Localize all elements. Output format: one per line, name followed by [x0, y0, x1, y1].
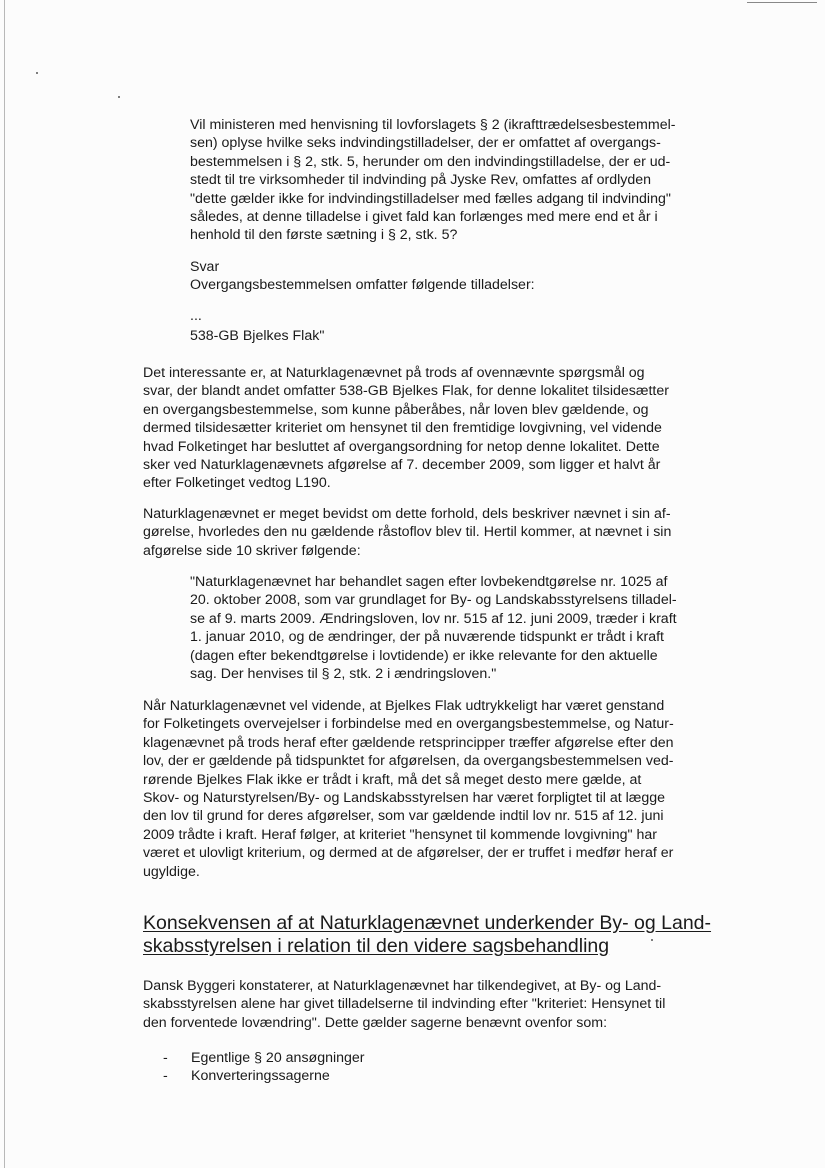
text-line: gørelse, hvorledes den nu gældende råstoflov blev til. Hertil kommer, at nævnet i sin [143, 524, 672, 541]
section-heading [143, 912, 733, 958]
question-quote [190, 116, 730, 245]
text-line: sen) oplyse hvilke seks indvindingstilladelser, der er omfattet af overgangs- [190, 135, 661, 152]
text-line: Dansk Byggeri konstaterer, at Naturklagenævnet har tilkendegivet, at By- og Land- [143, 978, 662, 994]
license-item: 538-GB Bjelkes Flak" [190, 328, 325, 344]
text-line: lov, der er gældende på tidspunktet for afgørelsen, da overgangsbestemmelsen ved- [143, 753, 674, 770]
heading-line: Konsekvensen af at Naturklagenævnet underkender By- og Land- [143, 912, 712, 934]
paragraph-1 [143, 364, 733, 493]
text-line: afgørelse side 10 skriver følgende: [143, 542, 361, 559]
list-item [163, 1049, 723, 1067]
answer-text: Overgangsbestemmelsen omfatter følgende tilladelser: [190, 277, 535, 294]
text-line: Naturklagenævnet er meget bevidst om dette forhold, dels beskriver nævnet i sin af- [143, 506, 671, 522]
text-line: 2009 trådte i kraft. Heraf følger, at kriteriet "hensynet til kommende lovgivning" har [143, 826, 657, 843]
text-line: sag. Der henvises til § 2, stk. 2 i ændringsloven." [190, 666, 497, 683]
text-line: henhold til den første sætning i § 2, stk. 5? [190, 227, 458, 244]
paragraph-4 [143, 977, 733, 1032]
text-line: således, at denne tilladelse i givet fald kan forlænges med mere end et år i [190, 209, 658, 226]
text-line: for Folketingets overvejelser i forbindelse med en overgangsbestemmelse, og Natur- [143, 716, 674, 733]
text-line: "Naturklagenævnet har behandlet sagen efter lovbekendtgørelse nr. 1025 af [190, 574, 668, 590]
answer-block [190, 258, 730, 295]
text-line: klagenævnet på trods heraf efter gældende retsprincipper træffer afgørelse efter den [143, 734, 674, 751]
decision-quote [190, 573, 730, 683]
text-line: Det interessante er, at Naturklagenævnet på trods af ovennævnte spørgsmål og [143, 365, 645, 381]
ellipsis-block [190, 308, 730, 345]
text-line: dermed tilsidesætter kriteriet om hensynet til den fremtidige lovgivning, vel vidende [143, 420, 662, 437]
paragraph-2 [143, 505, 733, 560]
text-line: hvad Folketinget har besluttet af overgangsordning for netop denne lokalitet. Dette [143, 438, 660, 455]
scan-speck [36, 72, 38, 74]
text-line: (dagen efter bekendtgørelse i lovtidende) er ikke relevante for den aktuelle [190, 647, 658, 664]
answer-label: Svar [190, 259, 220, 275]
scan-speck [118, 96, 120, 98]
scan-top-line [747, 2, 817, 3]
text-line: rørende Bjelkes Flak ikke er trådt i kraft, må det så meget desto mere gælde, at [143, 771, 642, 788]
heading-line: skabsstyrelsen i relation til den videre sagsbehandling [143, 935, 610, 957]
text-line: den lov til grund for deres afgørelser, som var gældende indtil lov nr. 515 af 12. juni [143, 808, 664, 825]
text-line: Vil ministeren med henvisning til lovforslagets § 2 (ikrafttrædelsesbestemmel- [190, 117, 676, 133]
scan-edge-line [4, 0, 5, 1168]
text-line: 1. januar 2010, og de ændringer, der på nuværende tidspunkt er trådt i kraft [190, 629, 664, 646]
text-line: se af 9. marts 2009. Ændringsloven, lov nr. 515 af 12. juni 2009, træder i kraft [190, 610, 677, 627]
ellipsis: ... [190, 308, 202, 324]
text-line: skabsstyrelsen alene har givet tilladelserne til indvinding efter "kriteriet: Hensynet til [143, 996, 666, 1013]
text-line: Når Naturklagenævnet vel vidende, at Bjelkes Flak udtrykkeligt har været genstand [143, 698, 665, 714]
list-item-text: Egentlige § 20 ansøgninger [191, 1050, 365, 1066]
text-line: 20. oktober 2008, som var grundlaget for By- og Landskabsstyrelsens tilladel- [190, 592, 677, 609]
text-line: bestemmelsen i § 2, stk. 5, herunder om den indvindingstilladelse, der er ud- [190, 153, 671, 170]
text-line: været et ulovligt kriterium, og dermed at de afgørelser, der er truffet i medfør heraf er [143, 845, 674, 862]
bullet-marker: - [163, 1050, 168, 1066]
paragraph-3 [143, 697, 733, 881]
text-line: svar, der blandt andet omfatter 538-GB Bjelkes Flak, for denne lokalitet tilsidesætter [143, 383, 669, 400]
text-line: den forventede lovændring". Dette gælder sagerne benævnt ovenfor som: [143, 1014, 608, 1031]
bullet-list [163, 1049, 723, 1086]
text-line: ugyldige. [143, 863, 200, 880]
text-line: Skov- og Naturstyrelsen/By- og Landskabsstyrelsen har været forpligtet til at lægge [143, 790, 666, 807]
text-line: "dette gælder ikke for indvindingstilladelser med fælles adgang til indvinding" [190, 190, 671, 207]
list-item [163, 1067, 723, 1085]
bullet-marker: - [163, 1068, 168, 1085]
text-line: sker ved Naturklagenævnets afgørelse af 7. december 2009, som ligger et halvt år [143, 457, 661, 474]
text-line: en overgangsbestemmelse, som kunne påberåbes, når loven blev gældende, og [143, 401, 649, 418]
list-item-text: Konverteringssagerne [191, 1068, 330, 1085]
text-line: stedt til tre virksomheder til indvinding på Jyske Rev, omfattes af ordlyden [190, 172, 652, 189]
text-line: efter Folketinget vedtog L190. [143, 475, 331, 492]
